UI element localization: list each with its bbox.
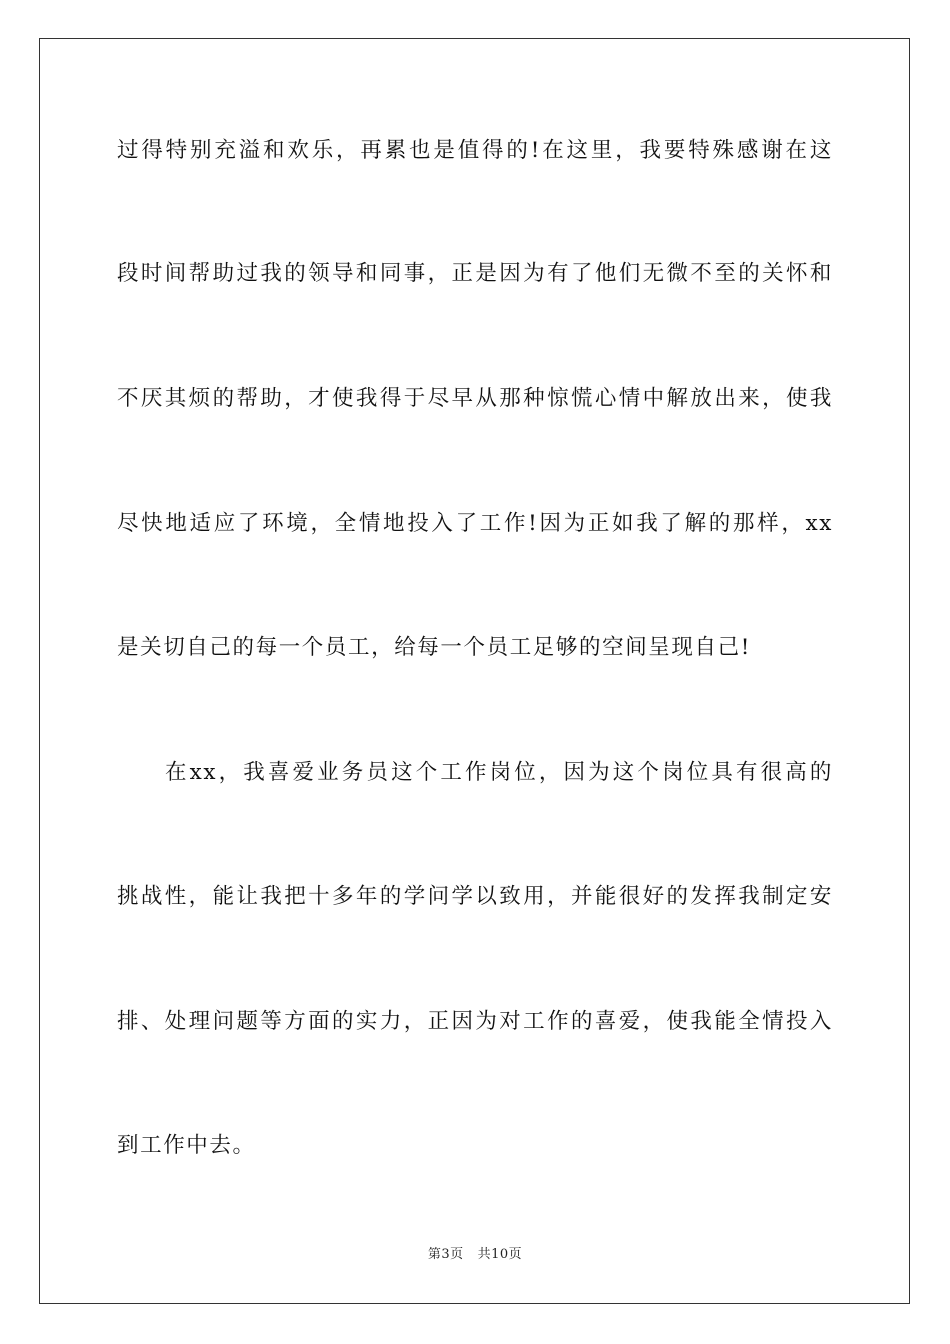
body-text-line: 到工作中去。 xyxy=(117,1133,256,1158)
body-text-line: 尽快地适应了环境，全情地投入了工作!因为正如我了解的那样，xx xyxy=(117,511,833,536)
page-border xyxy=(39,38,910,1304)
page-footer xyxy=(0,1246,950,1264)
body-text-line: 过得特别充溢和欢乐，再累也是值得的!在这里，我要特殊感谢在这 xyxy=(117,138,833,163)
page-total: 共10页 xyxy=(477,1247,523,1262)
body-text-line: 段时间帮助过我的领导和同事，正是因为有了他们无微不至的关怀和 xyxy=(117,261,833,286)
body-text-line: 是关切自己的每一个员工，给每一个员工足够的空间呈现自己! xyxy=(117,635,751,660)
body-text-line: 不厌其烦的帮助，才使我得于尽早从那种惊慌心情中解放出来，使我 xyxy=(117,386,833,411)
body-text-line: 排、处理问题等方面的实力，正因为对工作的喜爱，使我能全情投入 xyxy=(117,1009,833,1034)
body-text-line: 在xx，我喜爱业务员这个工作岗位，因为这个岗位具有很高的 xyxy=(165,760,833,785)
page-number: 第3页 xyxy=(427,1247,464,1262)
body-text-line: 挑战性，能让我把十多年的学问学以致用，并能很好的发挥我制定安 xyxy=(117,884,833,909)
